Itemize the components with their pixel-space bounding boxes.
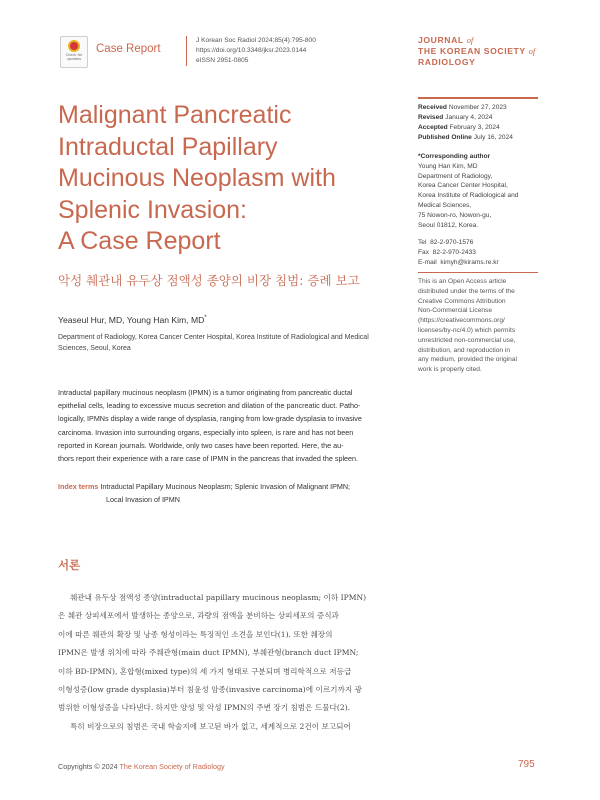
- article-title-korean: 악성 췌관내 유두상 점액성 종양의 비장 침범: 증례 보고: [58, 273, 360, 288]
- affiliation: Department of Radiology, Korea Cancer Center Hospital, Korea Institute of Radiological and Medical Sciences, Seoul, Korea: [58, 334, 369, 352]
- citation-line: J Korean Soc Radiol 2024;85(4):795-800: [196, 37, 316, 44]
- body-text: 췌관내 유두상 점액성 종양(intraductal papillary mucinous neoplasm; 이하 IPMN) 은 췌관 상피세포에서 발생하는 종양으로, 과량의 점액을 분비하는 상피세포의 증식과 이에 따른 췌관의 확장 및 낭종 형성이라는 특징적인 소견을 보인다(1). 또한 췌장의 IPMN은 발생 위치에 따라 주췌관형(main duct IPMN), 부췌관형(branch duct IPMN; 이하 BD-IPMN), 혼합형(mixed type)의 세 가지 형태로 구분되며 병리학적으로 저등급 이형성증(low grade dysplasia)부터 침윤성 암종(invasive carcinoma)에 이르기까지 광 범위한 이형성증을 나타낸다. 하지만 양성 및 악성 IPMN의 주변 장기 침범은 드물다(2). 특히 비장으로의 침범은 국내 학술지에 보고된 바가 없고, 세계적으로 2건이 보고되어: [58, 593, 367, 731]
- abstract: Intraductal papillary mucinous neoplasm (IPMN) is a tumor originating from pancreatic ductal epithelial cells, leading to excessive mucus secretion and dilation of the pancreatic duct. Patho- logically, IPMNs display a wide range of dysplasia, ranging from low-grade dysplasia to invasive carcinoma. Invasion into surrounding organs, especially into spleen, is rare and has not been reported in Korean journals. Worldwide, only two cases have been reported. Here, the au- thors report their experience with a rare case of IPMN in the pancreas that invaded the spleen.: [58, 388, 362, 464]
- header-divider: [186, 36, 187, 66]
- copyright: Copyrights © 2024 The Korean Society of Radiology: [58, 762, 225, 771]
- email-link[interactable]: kimyh@kirams.re.kr: [440, 258, 499, 266]
- date-published: Published Online July 16, 2024: [418, 134, 513, 141]
- corresponding-mark: *: [204, 315, 207, 322]
- sidebar-rule: [418, 272, 538, 273]
- sidebar-rule: [418, 97, 538, 99]
- index-terms-label: Index terms: [58, 482, 99, 491]
- citation-block: [196, 36, 316, 66]
- author-list: Yeaseul Hur, MD, Young Han Kim, MD*: [58, 315, 207, 325]
- article-title: Malignant Pancreatic Intraductal Papillary Mucinous Neoplasm with Splenic Invasion: A Case Report: [58, 101, 336, 255]
- eissn: eISSN 2951-0805: [196, 57, 249, 64]
- section-heading: 서론: [58, 558, 81, 572]
- date-received: Received November 27, 2023: [418, 104, 507, 111]
- index-terms: Index terms Intraductal Papillary Mucinous Neoplasm; Splenic Invasion of Malignant IPMN; Local Invasion of IPMN: [58, 482, 351, 505]
- date-accepted: Accepted February 3, 2024: [418, 124, 500, 131]
- article-type: Case Report: [96, 43, 161, 55]
- crossmark-badge[interactable]: [60, 36, 88, 68]
- date-revised: Revised January 4, 2024: [418, 114, 493, 121]
- contact-info: Tel 82-2-970-1576 Fax 82-2-970-2433 E-mail kimyh@kirams.re.kr: [418, 239, 499, 266]
- corresponding-author: *Corresponding author Young Han Kim, MD Department of Radiology, Korea Cancer Center Hospital, Korea Institute of Radiological and Medical Sciences, 75 Nowon-ro, Nowon-gu, Seoul 01812, Korea.: [418, 153, 519, 229]
- publication-dates: [418, 103, 513, 143]
- doi-link[interactable]: https://doi.org/10.3348/jksr.2023.0144: [196, 47, 307, 54]
- crossmark-label: Check for updates: [65, 53, 83, 61]
- page-number: 795: [518, 759, 535, 770]
- journal-logo: JOURNAL of THE KOREAN SOCIETY of RADIOLOGY: [418, 35, 536, 67]
- license-notice: This is an Open Access article distributed under the terms of the Creative Commons Attribution Non-Commercial License (https://creativecommons.org/ licenses/by-nc/4.0) which permits unrestricted non-commercial use, distribution, and reproduction in any medium, provided the original work is properly cited.: [418, 278, 517, 374]
- crossmark-icon: [68, 40, 80, 52]
